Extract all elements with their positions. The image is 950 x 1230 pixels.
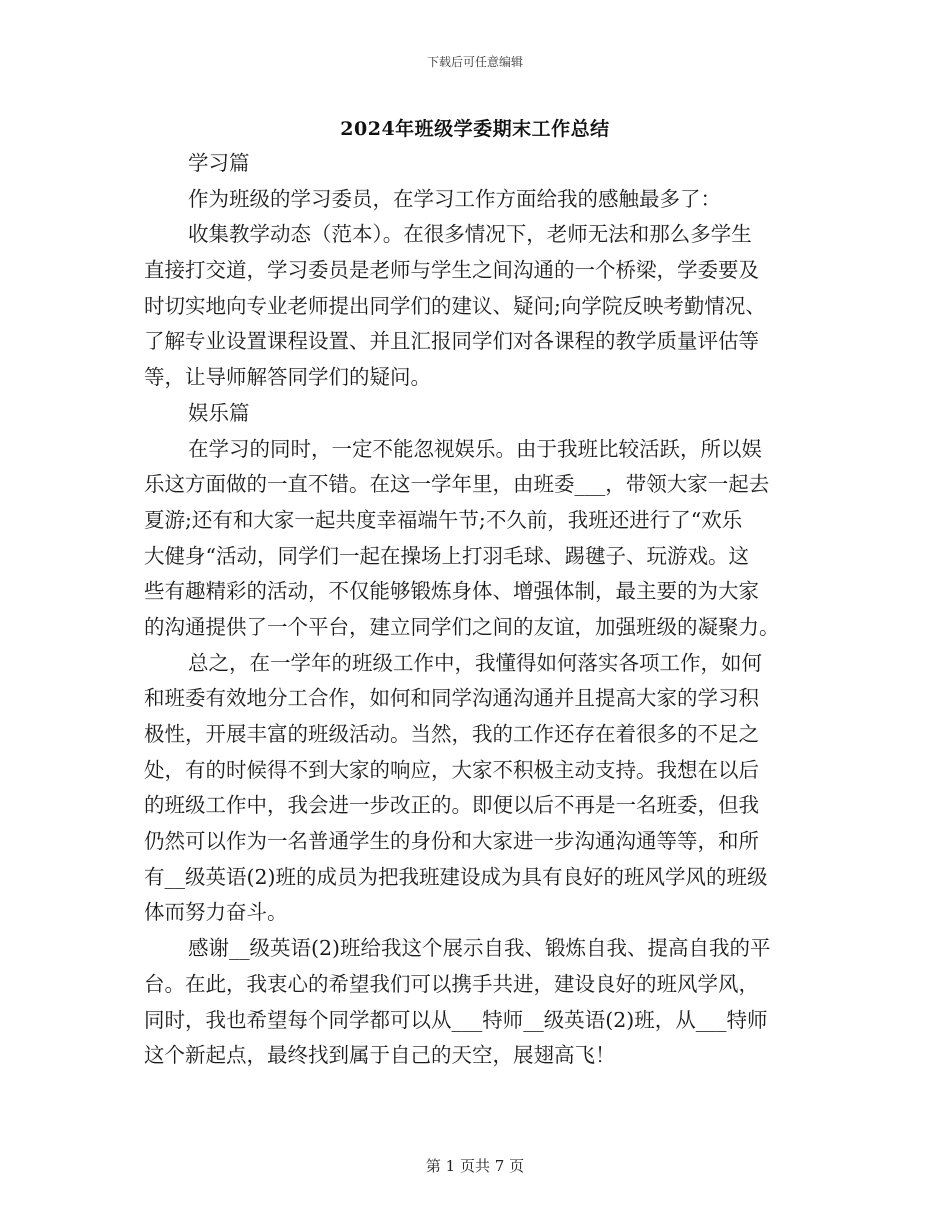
body-line: 同时，我也希望每个同学都可以从___特师__级英语(2)班，从___特师: [144, 1007, 768, 1032]
body-line: 了解专业设置课程设置、并且汇报同学们对各课程的教学质量评估等: [144, 329, 759, 354]
body-line: 极性，开展丰富的班级活动。当然，我的工作还存在着很多的不足之: [144, 722, 759, 746]
body-line: 感谢__级英语(2)班给我这个展示自我、锻炼自我、提高自我的平: [188, 936, 771, 961]
body-line: 学习篇: [188, 151, 250, 175]
body-line: 总之，在一学年的班级工作中，我懂得如何落实各项工作，如何: [188, 650, 762, 675]
body-line: 台。在此，我衷心的希望我们可以携手共进，建设良好的班风学风，: [144, 971, 759, 996]
body-line: 在学习的同时，一定不能忽视娱乐。由于我班比较活跃，所以娱: [188, 436, 762, 461]
body-line: 直接打交道，学习委员是老师与学生之间沟通的一个桥梁，学委要及: [144, 258, 759, 283]
body-line: 仍然可以作为一名普通学生的身份和大家进一步沟通沟通等等，和所: [144, 829, 759, 854]
body-line: 的沟通提供了一个平台，建立同学们之间的友谊，加强班级的凝聚力。: [144, 614, 780, 639]
body-line: 些有趣精彩的活动，不仅能够锻炼身体、增强体制，最主要的为大家: [144, 579, 759, 604]
body-line: 作为班级的学习委员，在学习工作方面给我的感触最多了：: [188, 186, 721, 211]
document-title: 2024年班级学委期末工作总结: [340, 118, 610, 140]
body-line: 大健身“活动，同学们一起在操场上打羽毛球、踢毽子、玩游戏。这: [144, 543, 749, 568]
body-line: 娱乐篇: [188, 400, 250, 425]
body-line: 这个新起点，最终找到属于自己的天空，展翅高飞！: [144, 1043, 616, 1068]
page-footer: 第 1 页共 7 页: [425, 1157, 525, 1175]
body-line: 和班委有效地分工合作，如何和同学沟通沟通并且提高大家的学习积: [144, 686, 759, 711]
page-header: 下载后可任意编辑: [426, 55, 523, 69]
body-line: 夏游;还有和大家一起共度幸福端午节;不久前，我班还进行了“欢乐: [144, 507, 743, 532]
body-line: 时切实地向专业老师提出同学们的建议、疑问;向学院反映考勤情况、: [144, 293, 766, 318]
document-body: [144, 146, 806, 1074]
body-line: 体而努力奋斗。: [144, 900, 288, 925]
body-line: 乐这方面做的一直不错。在这一学年里，由班委___，带领大家一起去: [144, 472, 770, 497]
body-line: 的班级工作中，我会进一步改正的。即便以后不再是一名班委，但我: [144, 793, 759, 818]
body-line: 处，有的时候得不到大家的响应，大家不积极主动支持。我想在以后: [144, 757, 759, 782]
body-line: 收集教学动态（范本）。在很多情况下，老师无法和那么多学生: [188, 222, 752, 247]
body-line: 等，让导师解答同学们的疑问。: [144, 365, 431, 390]
body-line: 有__级英语(2)班的成员为把我班建设成为具有良好的班风学风的班级: [144, 864, 768, 889]
